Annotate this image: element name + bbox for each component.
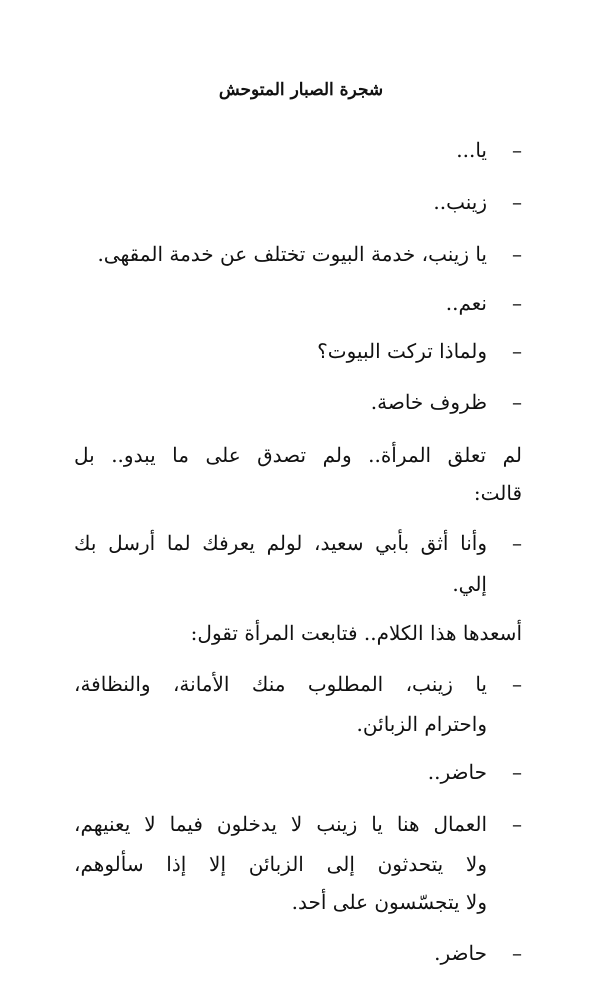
dialogue-dash: – (512, 531, 522, 555)
dialogue-line: حاضر. (434, 941, 487, 965)
narration-line: قالت: (473, 481, 522, 505)
dialogue-dash: – (512, 941, 522, 965)
dialogue-line: وأنا أثق بأبي سعيد، لولم يعرفك لما أرسل بك (74, 531, 487, 555)
dialogue-line-continued: ولا يتحدثون إلى الزبائن إلا إذا سألوهم، (74, 852, 487, 876)
dialogue-line-continued: إلي. (452, 572, 487, 596)
dialogue-dash: – (512, 138, 522, 162)
narration-line: لم تعلق المرأة.. ولم تصدق على ما يبدو.. بل (74, 443, 522, 467)
dialogue-dash: – (512, 190, 522, 214)
dialogue-dash: – (512, 390, 522, 414)
chapter-title: شجرة الصبار المتوحش (218, 80, 384, 100)
dialogue-line: يا... (456, 138, 487, 162)
dialogue-line: العمال هنا يا زينب لا يدخلون فيما لا يعنيهم، (74, 812, 487, 836)
dialogue-dash: – (512, 760, 522, 784)
dialogue-line: نعم.. (445, 291, 487, 315)
dialogue-dash: – (512, 672, 522, 696)
dialogue-dash: – (512, 291, 522, 315)
dialogue-line-continued: ولا يتجسّسون على أحد. (291, 890, 487, 914)
dialogue-dash: – (512, 339, 522, 363)
dialogue-line: ولماذا تركت البيوت؟ (317, 339, 487, 363)
dialogue-line: زينب.. (433, 190, 487, 214)
narration-line: أسعدها هذا الكلام.. فتابعت المرأة تقول: (190, 621, 522, 645)
dialogue-line: يا زينب، المطلوب منك الأمانة، والنظافة، (74, 672, 487, 696)
dialogue-line-continued: واحترام الزبائن. (356, 712, 487, 736)
dialogue-line: حاضر.. (427, 760, 487, 784)
dialogue-dash: – (512, 812, 522, 836)
dialogue-line: يا زينب، خدمة البيوت تختلف عن خدمة المقهى. (97, 242, 487, 266)
dialogue-dash: – (512, 242, 522, 266)
dialogue-line: ظروف خاصة. (370, 390, 487, 414)
